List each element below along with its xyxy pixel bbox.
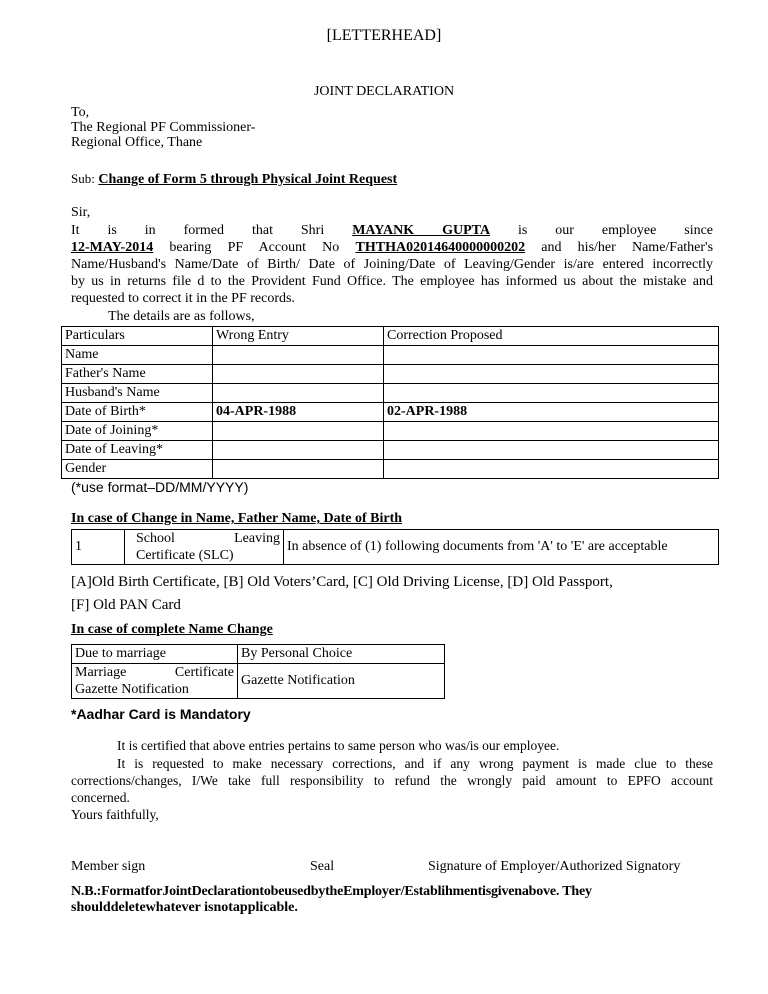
correction-cell [384, 441, 719, 460]
doc-description: In absence of (1) following documents from 'A' to 'E' are acceptable [284, 530, 719, 565]
table-row [62, 365, 719, 384]
nb-line-1: N.B.:FormatforJointDeclarationtobeusedbytheEmployer/Establihmentisgivenabove. They [71, 884, 592, 899]
correction-cell [384, 346, 719, 365]
wrong-entry-cell [213, 441, 384, 460]
header-personal-choice: By Personal Choice [238, 645, 445, 664]
body-text: is our employee since [518, 223, 714, 238]
table-row [72, 530, 719, 565]
subject-prefix: Sub: [71, 171, 95, 186]
wrong-entry-cell [213, 346, 384, 365]
particular-cell: Date of Birth* [62, 403, 213, 422]
wrong-entry-cell [213, 384, 384, 403]
body-line-1 [71, 222, 713, 239]
correction-cell [384, 365, 719, 384]
body-paragraph [71, 222, 713, 307]
complete-change-heading: In case of complete Name Change [71, 622, 273, 637]
header-particulars: Particulars [62, 327, 213, 346]
aadhar-note: *Aadhar Card is Mandatory [71, 706, 251, 722]
employee-name: MAYANK GUPTA [352, 223, 491, 238]
particular-cell: Father's Name [62, 365, 213, 384]
personal-choice-cell: Gazette Notification [238, 664, 445, 699]
marriage-word: Marriage [75, 665, 127, 680]
certification-line-4: concerned. [71, 790, 130, 805]
particular-cell: Name [62, 346, 213, 365]
documents-table [71, 529, 719, 565]
address-line-2: Regional Office, Thane [71, 135, 203, 150]
table-row [62, 346, 719, 365]
acceptable-docs-line-1: [A]Old Birth Certificate, [B] Old Voters’Card, [C] Old Driving License, [D] Old Passport, [71, 574, 613, 590]
marriage-word: Certificate [174, 665, 234, 680]
slc-line-1 [128, 530, 280, 547]
subject-text: Change of Form 5 through Physical Joint Request [98, 172, 398, 187]
particular-cell: Date of Joining* [62, 422, 213, 441]
change-section-heading: In case of Change in Name, Father Name, Date of Birth [71, 511, 403, 526]
details-table [61, 326, 719, 479]
subject-line [71, 171, 397, 188]
correction-cell [384, 422, 719, 441]
closing: Yours faithfully, [71, 807, 159, 822]
correction-cell [384, 384, 719, 403]
slc-word: Leaving [234, 531, 280, 546]
header-due-to-marriage: Due to marriage [72, 645, 238, 664]
header-correction-proposed: Correction Proposed [384, 327, 719, 346]
nb-line-2: shoulddeletewhatever isnotapplicable. [71, 900, 298, 915]
details-intro: The details are as follows, [108, 309, 255, 324]
body-line-5: requested to correct it in the PF records. [71, 291, 295, 306]
employer-signature-label: Signature of Employer/Authorized Signatory [428, 859, 681, 874]
table-header-row [72, 645, 445, 664]
body-text: and his/her Name/Father's [541, 240, 714, 255]
acceptable-docs-line-2: [F] Old PAN Card [71, 597, 181, 613]
marriage-line-2: Gazette Notification [75, 682, 189, 697]
nb-note [71, 884, 713, 916]
table-row [62, 384, 719, 403]
table-row [62, 460, 719, 479]
salutation: Sir, [71, 205, 91, 220]
correction-cell: 02-APR-1988 [384, 403, 719, 422]
slc-line-2: Certificate (SLC) [136, 548, 234, 563]
marriage-docs-cell [72, 664, 238, 699]
seal-label: Seal [310, 859, 335, 874]
body-line-2 [71, 239, 713, 256]
table-row [62, 422, 719, 441]
certification-line-1: It is certified that above entries pertains to same person who was/is our employee. [117, 738, 560, 753]
correction-cell [384, 460, 719, 479]
member-sign-label: Member sign [71, 859, 146, 874]
slc-word: School [136, 531, 175, 546]
wrong-entry-cell [213, 422, 384, 441]
certification-line-3: corrections/changes, I/We take full responsibility to refund the wrongly paid amount to EPFO account [71, 773, 713, 788]
table-row [62, 441, 719, 460]
particular-cell: Husband's Name [62, 384, 213, 403]
certification-paragraph [71, 755, 713, 823]
letterhead: [LETTERHEAD] [326, 27, 442, 44]
wrong-entry-cell: 04-APR-1988 [213, 403, 384, 422]
format-note: (*use format–DD/MM/YYYY) [71, 479, 249, 495]
row-number: 1 [72, 530, 125, 565]
body-text: bearing PF Account No [169, 240, 340, 255]
particular-cell: Gender [62, 460, 213, 479]
body-text: It is in formed that Shri [71, 223, 325, 238]
pf-account-number: THTHA02014640000000202 [355, 240, 526, 255]
name-change-table [71, 644, 445, 699]
table-header-row [62, 327, 719, 346]
header-wrong-entry: Wrong Entry [213, 327, 384, 346]
marriage-line-1 [75, 664, 234, 681]
particular-cell: Date of Leaving* [62, 441, 213, 460]
page-title: JOINT DECLARATION [313, 84, 455, 99]
to-label: To, [71, 105, 90, 120]
body-line-4: by us in returns file d to the Provident Fund Office. The employee has informed us about the mistake and [71, 274, 713, 289]
join-date: 12-MAY-2014 [71, 240, 154, 255]
wrong-entry-cell [213, 365, 384, 384]
body-line-3: Name/Husband's Name/Date of Birth/ Date of Joining/Date of Leaving/Gender is/are entered incorrectly [71, 257, 713, 272]
table-row [62, 403, 719, 422]
certification-line-2: It is requested to make necessary corrections, and if any wrong payment is made clue to these [117, 756, 713, 771]
address-line-1: The Regional PF Commissioner- [71, 120, 256, 135]
wrong-entry-cell [213, 460, 384, 479]
slc-cell [125, 530, 284, 565]
table-row [72, 664, 445, 699]
address-block [71, 105, 255, 150]
